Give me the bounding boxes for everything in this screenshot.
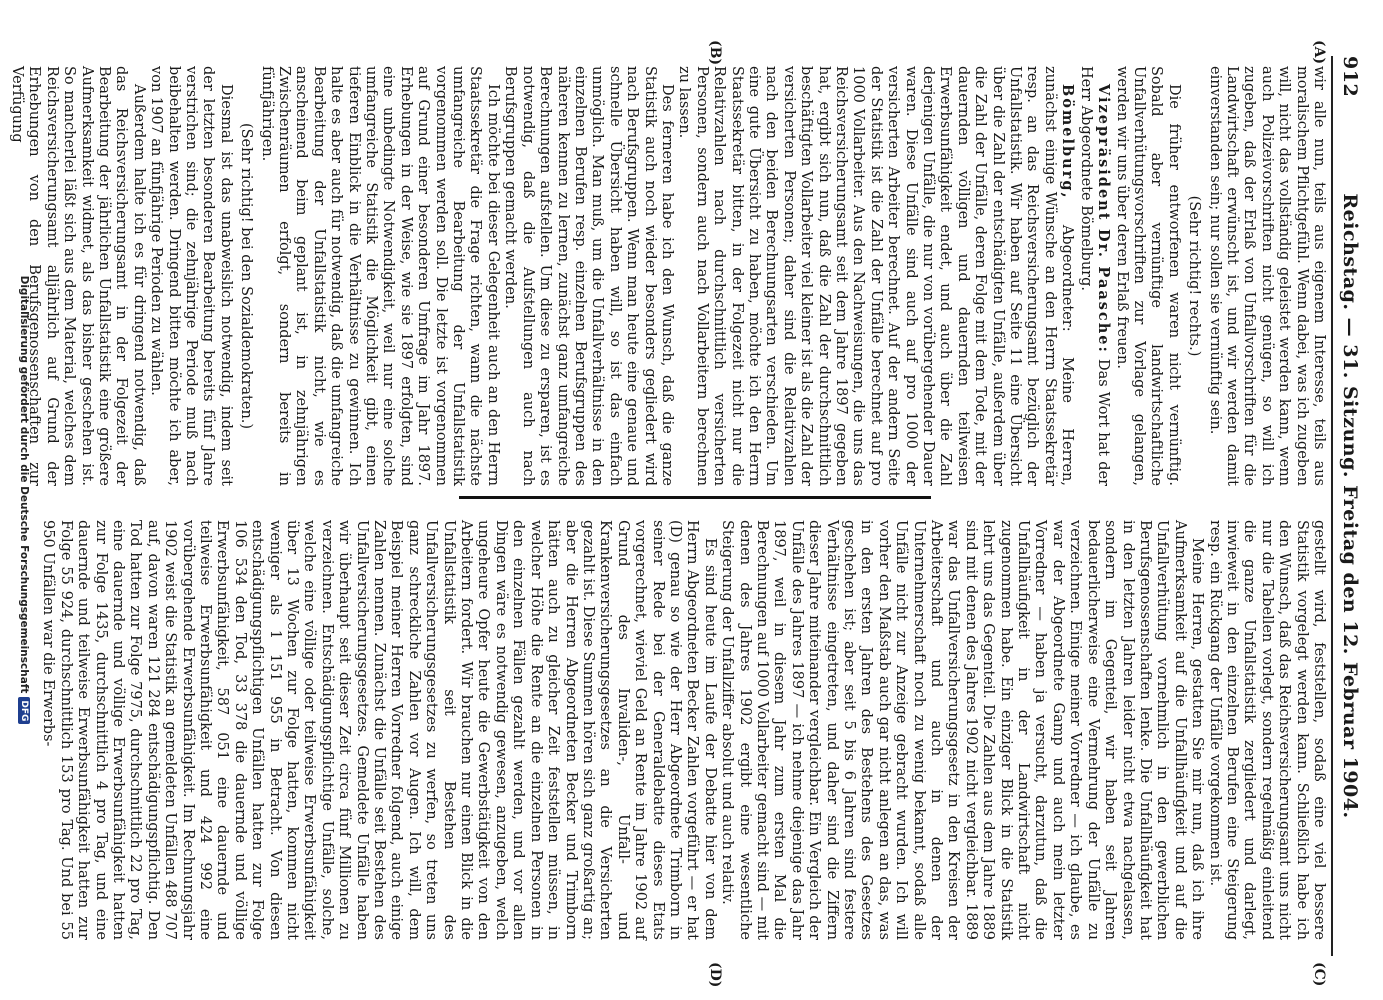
speaker-text: Das Wort hat der Herr Abgeordnete Bömelburg.	[1077, 66, 1112, 487]
paragraph: wir alle nun, teils aus eigenem Interesse, teils aus moralischem Pflichtgefühl. Wenn dabei, was ich zugeben will, nicht das vollständig geleistet werden kann, wenn auch Polizeivorschriften nicht genügen, so will ich zugeben, daß der Erlaß von Unfallvorschriften für die Landwirtschaft erwünscht ist, und wir werden damit einverstanden sein; nur sollen sie vernünftig sein.	[1206, 66, 1327, 486]
marker-c: (C)	[1311, 962, 1327, 987]
speaker-text: Abgeordneter: Meine Herren, zunächst einige Wünsche an den Herrn Staatssekretär resp. an das Reichsversicherungsamt bezüglich der Unfallstatistik. Wir haben auf Seite 11 eine Übersicht über die Zahl der entschädigten Unfälle, außerdem über die Zahl der Unfälle, deren Folge mit dem Tode, mit der dauernden völligen und dauernden teilweisen Erwerbsunfähigkeit endet, und auch über die Zahl derjenigen Unfälle, die nur von vorübergehender Dauer waren. Diese Unfälle sind auch auf pro 1000 der versicherten Arbeiter berechnet. Auf der andern Seite der Statistik ist die Zahl der Unfälle berechnet auf pro 1000 Vollarbeiter. Aus den Nachweisungen, die uns das Reichsversicherungsamt seit dem Jahre 1897 gegeben hat, ergibt sich nun, daß die Zahl der durchschnittlich beschäftigten Vollarbeiter viel kleiner ist als die Zahl der versicherten Personen; daher sind die Relativzahlen nach den beiden Berechnungsarten verschieden. Um eine gute Übersicht zu haben, möchte ich den Herrn Staatssekretär bitten, in der Folgezeit nicht nur die Relativzahlen nach durchschnittlich versicherten Personen, sondern auch nach Vollarbeitern berechnen zu lassen.	[676, 66, 1076, 486]
paragraph: Außerdem halte ich es für dringend notwendig, daß das Reichsversicherungsamt in der Folgezeit der Bearbeitung der jährlichen Unfallstatistik eine größere Aufmerksamkeit widmet, als das bisher geschehen ist. So mancherlei läßt sich aus dem Material, welches dem Reichsversicherungsamt alljährlich auf Grund der Erhebungen von den Berufsgenossenschaften zur Verfügung	[8, 66, 147, 486]
page-number: 912	[1339, 56, 1361, 98]
speaker-paragraph	[675, 66, 1076, 486]
dfg-logo: DFG	[18, 697, 30, 724]
paragraph: Meine Herren, gestatten Sie mir nun, daß ich ihre Aufmerksamkeit auf die Unfallhäufigkeit und auf die Unfallverhütung vornehmlich in den gewerblichen Berufsgenossenschaften lenke. Die Unfallhäufigkeit hat in den letzten Jahren leider nicht etwa nachgelassen, sondern im Gegenteil, wir haben seit Jahren bedauerlicherweise eine Vermehrung der Unfälle zu verzeichnen. Einige meiner Vorredner — ich glaube, es war der Abgeordnete Gamp und auch mein letzter Vorredner — haben ja versucht, darzutun, daß die Unfallhäufigkeit in der Landwirtschaft nicht zugenommen habe. Ein einziger Blick in die Statistik lehrt uns das Gegenteil. Die Zahlen aus dem Jahre 1889 sind mit denen des Jahres 1902 nicht vergleichbar. 1889 war das Unfallversicherungsgesetz in den Kreisen der Arbeiterschaft und auch in denen der Unternehmerschaft noch zu wenig bekannt, sodaß alle Unfälle nicht zur Anzeige gebracht wurden. Ich will vorher den Maßstab auch gar nicht anlegen an das, was in den ersten Jahren des Bestehens des Gesetzes geschehen ist; aber seit 5 bis 6 Jahren sind festere Verhältnisse eingetreten, und daher sind die Ziffern dieser Jahre miteinander vergleichbar. Ein Vergleich der Unfälle des Jahres 1897 — ich nehme diejenige das Jahr 1897, weil in diesem Jahr zum ersten Mal die Berechnungen auf 1000 Vollarbeiter gemacht sind — mit denen des Jahres 1902 ergibt eine wesentliche Steigerung der Unfallziffer absolut und auch relativ.	[719, 520, 1206, 940]
footer-text: Digitalisierung gefördert durch die Deutsche Forschungsgemeinschaft	[18, 275, 30, 694]
right-column	[39, 520, 1327, 940]
page-header	[1335, 56, 1363, 956]
paragraph: Ich möchte bei dieser Gelegenheit auch an den Herrn Staatssekretär die Frage richten, wann die nächste umfangreiche Bearbeitung der Unfallstatistik vorgenommen werden soll. Die letzte ist vorgenommen auf Grund einer besonderen Umfrage im Jahr 1897. Erhebungen in der Weise, wie sie 1897 erfolgten, sind eine unbedingte Notwendigkeit, weil nur eine solche umfangreiche Statistik die Möglichkeit gibt, einen tieferen Einblick in die Verhältnisse zu gewinnen. Ich halte es aber auch für notwendig, daß die umfangreiche Bearbeitung der Unfallstatistik nicht, wie es anscheinend beim geplant ist, in zehnjährigen Zwischenräumen erfolgt, sondern bereits in fünfjährigen.	[258, 66, 501, 486]
column-divider	[459, 496, 931, 499]
speaker-name: Vizepräsident Dr. Paasche:	[1095, 84, 1113, 354]
digitization-footer	[6, 0, 30, 1000]
paragraph: gestellt wird, feststellen, sodaß eine viel bessere Statistik vorgelegt werden kann. Schließlich habe ich den Wunsch, daß das Reichsversicherungsamt uns nicht nur die Tabellen vorlegt, sondern regelmäßig einleitend die ganze Unfallstatistik zergliedert und darlegt, inwieweit in den einzelnen Berufen eine Steigerung resp. ein Rückgang der Unfälle vorgekommen ist.	[1206, 520, 1327, 940]
speaker-paragraph	[1076, 66, 1112, 486]
interjection: (Sehr richtig! bei den Sozialdemokraten.)	[238, 122, 255, 430]
paragraph: Die früher entworfenen waren nicht vernünftig. Sobald aber vernünftige landwirtschaftliche Unfallverhütungsvorschriften zur Vorlage gelangen, werden wir uns über deren Erlaß freuen.	[1113, 66, 1182, 486]
paragraph: Des ferneren habe ich den Wunsch, daß die ganze Statistik auch noch wieder besonders gegliedert wird nach Berufsgruppen. Wenn man heute eine genaue und schnelle Übersicht haben will, so ist das einfach unmöglich. Man muß, um die Unfallverhältnisse in den einzelnen Berufen resp. einzelnen Berufsgruppen des näheren kennen zu lernen, zunächst ganz umfangreiche Berechnungen aufstellen. Um diese zu ersparen, ist es notwendig, daß die Aufstellungen auch nach Berufsgruppen gemacht werden.	[502, 66, 675, 486]
header-title: Reichstag. — 31. Sitzung. Freitag den 12. Februar 1904.	[1339, 193, 1361, 819]
speaker-name: Bömelburg,	[1059, 84, 1077, 200]
left-column	[8, 66, 1327, 486]
header-rule	[1331, 56, 1333, 956]
paragraph: Diesmal ist das unabweislich notwendig, indem seit der letzten besonderen Bearbeitung bereits fünf Jahre verstrichen sind; die zehnjährige Periode muß nach beibehalten werden. Dringend bitten möchte ich aber, von 1907 an fünfjährige Perioden zu wählen.	[148, 66, 234, 486]
marker-b: (B)	[707, 40, 723, 66]
paragraph: Es sind heute im Laufe der Debatte hier von dem Herrn Abgeordneten Becker Zahlen vorgeführt — er hat (D) genau so wie der Herr Abgeordnete Trimborn in seiner Rede bei der Generaldebatte dieses Etats vorgerechnet, wieviel Geld an Rente im Jahre 1902 auf Grund des Invaliden-, Unfall- und Krankenversicherungsgesetzes an die Versicherten gezahlt ist. Diese Summen hören sich ganz großartig an; aber die Herren Abgeordneten Becker und Trimborn hätten auch zu gleicher Zeit feststellen müssen, in welcher Höhe die Rente an die einzelnen Personen in den einzelnen Fällen gezahlt werden, und vor allen Dingen wäre es notwendig gewesen, anzugeben, welch ungeheure Opfer heute die Gewerbstätigkeit von den Arbeitern fordert. Wir brauchen nur einen Blick in die Unfallstatistik seit Bestehen des Unfallversicherungsgesetzes zu werfen, so treten uns ganz schreckliche Zahlen vor Augen. Ich will, dem Beispiel meiner Herren Vorredner folgend, auch einige Zahlen nennen. Zunächst die Unfälle seit Bestehen des Unfallversicherungsgesetzes. Gemeldete Unfälle haben wir überhaupt seit dieser Zeit circa fünf Millionen zu verzeichnen. Entschädigungspflichtige Unfälle, solche, welche eine völlige oder teilweise Erwerbsunfähigkeit über 13 Wochen zur Folge hatten, kommen nicht weniger als 1 151 955 in Betracht. Von diesen entschädigungspflichtigen Unfällen hatten zur Folge 106 534 den Tod, 33 378 die dauernde und völlige Erwerbsunfähigkeit, 587 051 eine dauernde und teilweise Erwerbsunfähigkeit und 424 992 eine vorübergehende Erwerbsunfähigkeit. Im Rechnungsjahr 1902 weist die Statistik an gemeldeten Unfällen 488 707 auf, davon waren 121 284 entschädigungspflichtig. Den Tod hatten zur Folge 7975, durchschnittlich 22 pro Tag, eine dauernde und völlige Erwerbsunfähigkeit hatten zur Folge 1435, durchschnittlich 4 pro Tag, und eine dauernde und teilweise Erwerbsunfähigkeit hatten zur Folge 55 924, durchschnittlich 153 pro Tag. Und bei 55 950 Unfällen war die Erwerbs-	[40, 520, 718, 940]
marker-a: (A)	[1311, 40, 1327, 65]
interjection: (Sehr richtig! rechts.)	[1186, 195, 1203, 357]
marker-d: (D)	[707, 962, 723, 988]
